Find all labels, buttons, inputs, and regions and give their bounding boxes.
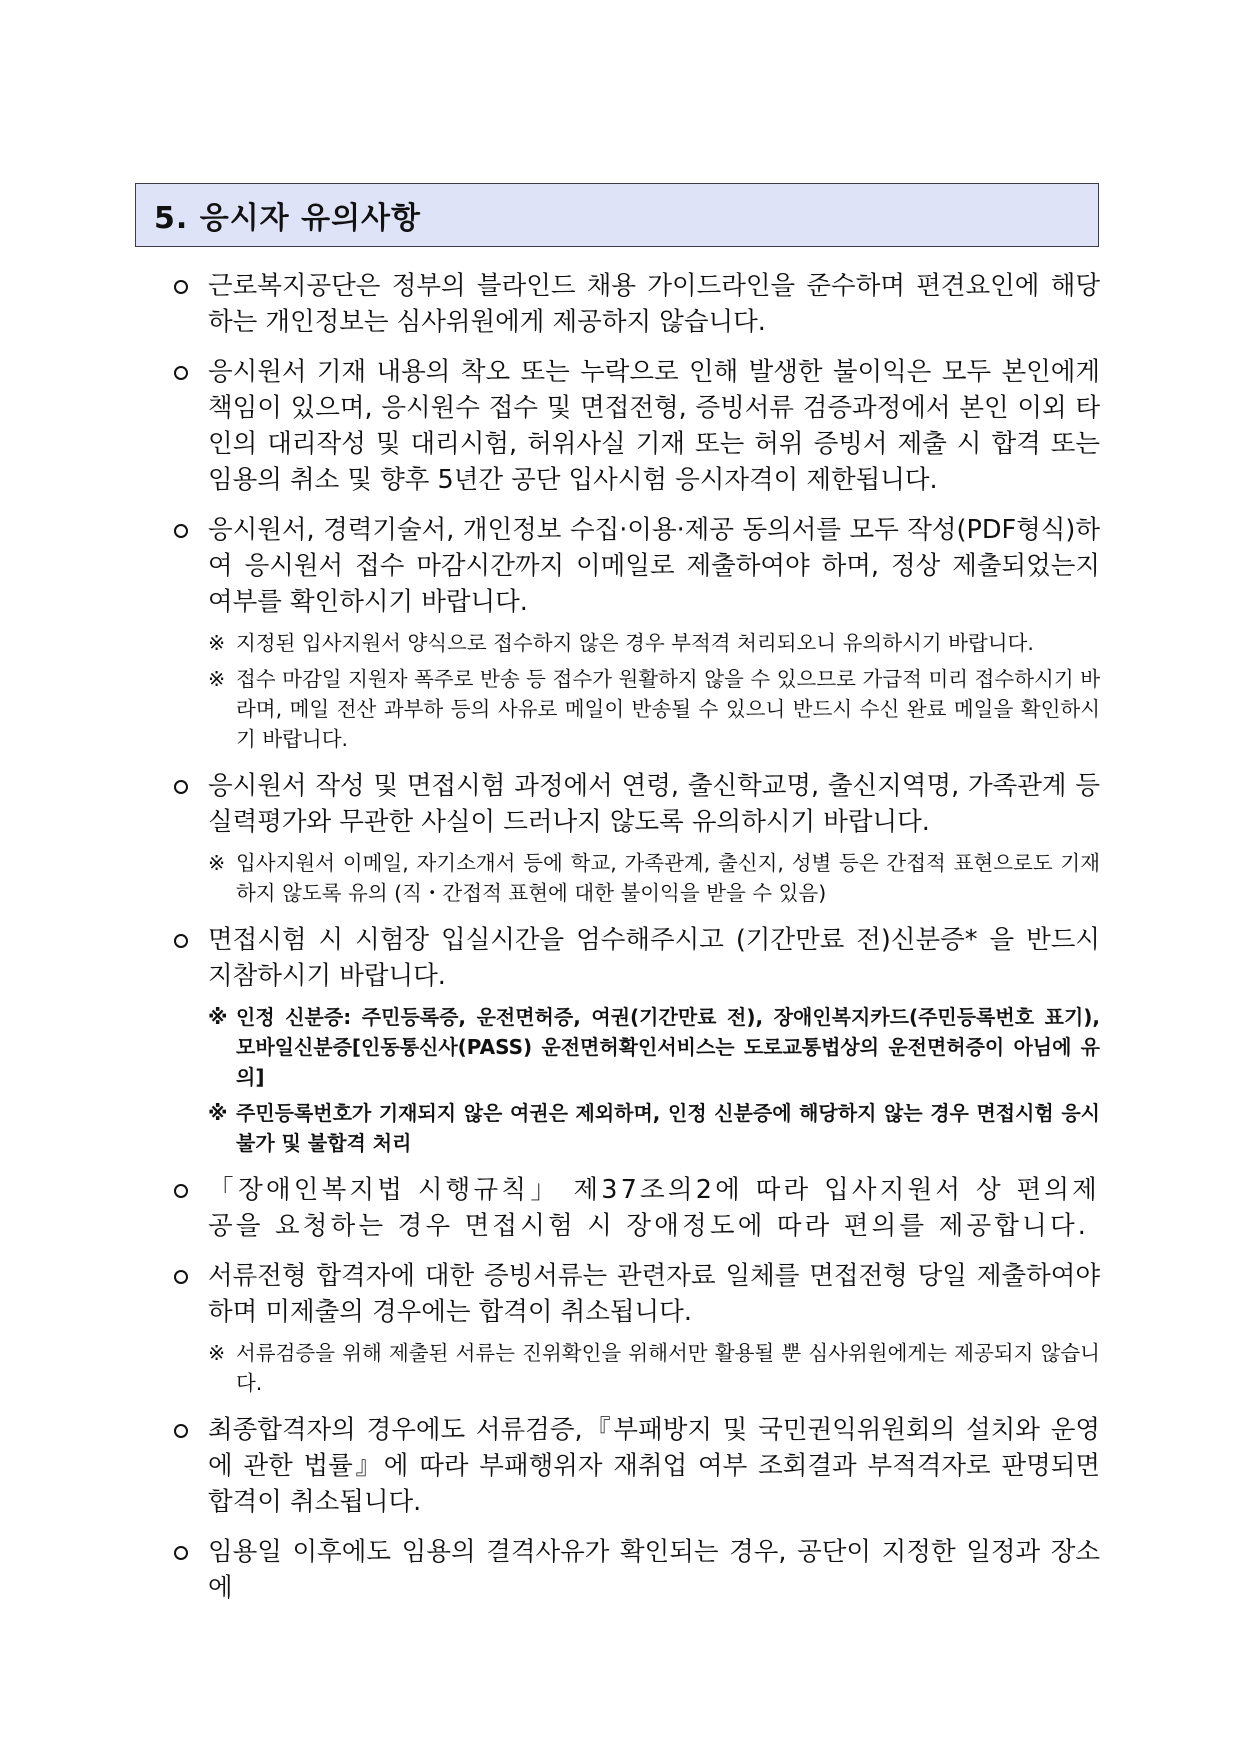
circle-bullet-icon xyxy=(174,366,188,380)
notice-text: 임용일 이후에도 임용의 결격사유가 확인되는 경우, 공단이 지정한 일정과 장소에 xyxy=(208,1537,1100,1603)
circle-bullet-icon xyxy=(174,780,188,794)
notice-text: 응시원서 기재 내용의 착오 또는 누락으로 인해 발생한 불이익은 모두 본인에게 책임이 있으며, 응시원수 접수 및 면접전형, 증빙서류 검증과정에서 본인 이외 타인의 대리작성 및 대리시험, 허위사실 기재 또는 허위 증빙서 제출 시 합격 또는 임용의 취소 및 향후 5년간 공단 입사시험 응시자격이 제한됩니다. xyxy=(208,357,1100,495)
circle-bullet-icon xyxy=(174,1270,188,1284)
circle-bullet-icon xyxy=(174,934,188,948)
reference-mark-icon: ※ xyxy=(208,1005,228,1029)
circle-bullet-icon xyxy=(174,1546,188,1560)
section-title: 5. 응시자 유의사항 xyxy=(154,201,422,236)
notice-item-blind-hiring xyxy=(170,268,1100,340)
notice-text: 응시원서, 경력기술서, 개인정보 수집·이용·제공 동의서를 모두 작성(PDF형식)하여 응시원서 접수 마감시간까지 이메일로 제출하여야 하며, 정상 제출되었는지 여부를 확인하시기 바랍니다. xyxy=(208,515,1100,617)
notice-text: 근로복지공단은 정부의 블라인드 채용 가이드라인을 준수하며 편견요인에 해당하는 개인정보는 심사위원에게 제공하지 않습니다. xyxy=(208,271,1100,337)
notice-text: 응시원서 작성 및 면접시험 과정에서 연령, 출신학교명, 출신지역명, 가족관계 등 실력평가와 무관한 사실이 드러나지 않도록 유의하시기 바랍니다. xyxy=(208,771,1100,837)
notice-item-evidence-documents xyxy=(170,1258,1100,1398)
notice-item-interview-id xyxy=(170,922,1100,1158)
circle-bullet-icon xyxy=(174,280,188,294)
notice-item-final-verification xyxy=(170,1412,1100,1520)
note-text: 주민등록번호가 기재되지 않은 여권은 제외하며, 인정 신분증에 해당하지 않는 경우 면접시험 응시 불가 및 불합격 처리 xyxy=(236,1101,1100,1155)
notice-item-post-appointment xyxy=(170,1534,1100,1606)
note-item xyxy=(208,1338,1100,1398)
note-item-bold xyxy=(208,1098,1100,1158)
reference-mark-icon: ※ xyxy=(208,631,226,655)
note-text: 지정된 입사지원서 양식으로 접수하지 않은 경우 부적격 처리되오니 유의하시기 바랍니다. xyxy=(236,631,1034,655)
circle-bullet-icon xyxy=(174,1184,188,1198)
notice-notes xyxy=(208,628,1100,754)
notice-list xyxy=(170,268,1100,1620)
note-text: 인정 신분증: 주민등록증, 운전면허증, 여권(기간만료 전), 장애인복지카드(주민등록번호 표기), 모바일신분증[인동통신사(PASS) 운전면허확인서비스는 도로교통법상의 운전면허증이 아님에 유의] xyxy=(236,1005,1100,1089)
notice-notes xyxy=(208,1338,1100,1398)
note-item xyxy=(208,664,1100,754)
note-text: 접수 마감일 지원자 폭주로 반송 등 접수가 원활하지 않을 수 있으므로 가급적 미리 접수하시기 바라며, 메일 전산 과부하 등의 사유로 메일이 반송될 수 있으니 반드시 수신 완료 메일을 확인하시기 바랍니다. xyxy=(236,667,1100,751)
note-item xyxy=(208,628,1100,658)
notice-item-application-errors xyxy=(170,354,1100,498)
circle-bullet-icon xyxy=(174,1424,188,1438)
notice-text: 「장애인복지법 시행규칙」 제37조의2에 따라 입사지원서 상 편의제공을 요청하는 경우 면접시험 시 장애정도에 따라 편의를 제공합니다. xyxy=(208,1175,1100,1241)
reference-mark-icon: ※ xyxy=(208,851,226,875)
section-header xyxy=(135,183,1099,247)
notice-text: 서류전형 합격자에 대한 증빙서류는 관련자료 일체를 면접전형 당일 제출하여야 하며 미제출의 경우에는 합격이 취소됩니다. xyxy=(208,1261,1100,1327)
circle-bullet-icon xyxy=(174,524,188,538)
note-text: 서류검증을 위해 제출된 서류는 진위확인을 위해서만 활용될 뿐 심사위원에게는 제공되지 않습니다. xyxy=(236,1341,1100,1395)
notice-text: 최종합격자의 경우에도 서류검증,『부패방지 및 국민권익위원회의 설치와 운영에 관한 법률』에 따라 부패행위자 재취업 여부 조회결과 부적격자로 판명되면 합격이 취소됩니다. xyxy=(208,1415,1100,1517)
notice-item-disability-accommodation xyxy=(170,1172,1100,1244)
notice-item-personal-info xyxy=(170,768,1100,908)
notice-text: 면접시험 시 시험장 입실시간을 엄수해주시고 (기간만료 전)신분증* 을 반드시 지참하시기 바랍니다. xyxy=(208,925,1100,991)
note-text: 입사지원서 이메일, 자기소개서 등에 학교, 가족관계, 출신지, 성별 등은 간접적 표현으로도 기재하지 않도록 유의 (직・간접적 표현에 대한 불이익을 받을 수 있음) xyxy=(236,851,1100,905)
notice-notes xyxy=(208,848,1100,908)
notice-notes xyxy=(208,1002,1100,1158)
reference-mark-icon: ※ xyxy=(208,667,226,691)
reference-mark-icon: ※ xyxy=(208,1341,226,1365)
notice-item-document-submission xyxy=(170,512,1100,754)
note-item xyxy=(208,848,1100,908)
note-item-bold xyxy=(208,1002,1100,1092)
reference-mark-icon: ※ xyxy=(208,1101,228,1125)
